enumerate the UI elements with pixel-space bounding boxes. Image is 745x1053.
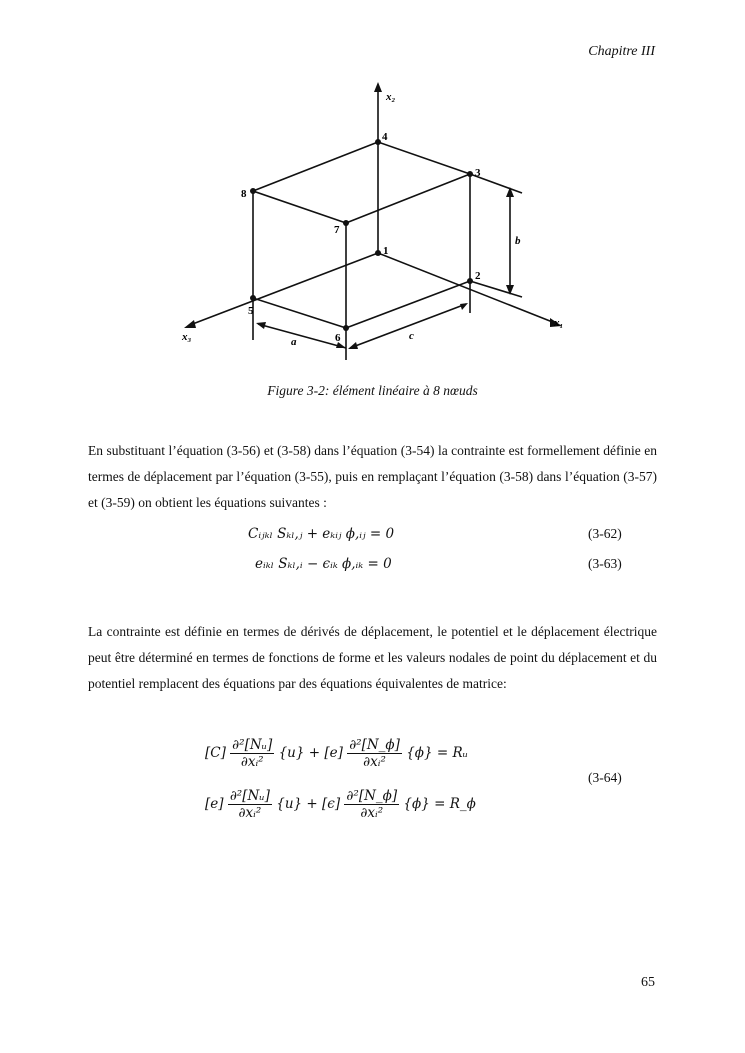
equation-3-62-number: (3-62) — [588, 526, 622, 541]
axis-x3-arrow — [184, 320, 196, 328]
row2-num1: ∂²[Nᵤ] — [229, 788, 270, 804]
a-dimension-line — [258, 324, 346, 348]
c-arrow-right — [460, 303, 468, 310]
equation-3-62: Cᵢⱼₖₗ Sₖₗ,ⱼ + eₖᵢⱼ ϕ,ᵢⱼ = 0 — [248, 526, 395, 542]
node-1-dot — [375, 250, 381, 256]
axis-x2-label: x₂ — [386, 91, 396, 103]
edge-7-3 — [346, 174, 470, 223]
row2-coef1: [e] — [205, 796, 224, 812]
row1-num2: ∂²[N_ϕ] — [349, 737, 400, 753]
row2-den2: ∂xᵢ² — [360, 805, 384, 821]
a-arrow-left — [256, 322, 266, 329]
paragraph-1: En substituant l’équation (3-56) et (3-58) dans l’équation (3-54) la contrainte est formellement définie en termes de déplacement par l’équation (3-55), puis en remplaçant l’équation (3-58) dans l’équation (3-57) et (3-59) on obtient les équations suivantes : — [88, 443, 657, 510]
row2-fraction-1 — [228, 788, 272, 821]
edge-4-8 — [253, 142, 378, 191]
node-8-label: 8 — [241, 188, 247, 200]
axis-x2-arrow — [374, 82, 382, 92]
row1-den2: ∂xᵢ² — [363, 754, 386, 770]
row1-fraction-2 — [347, 737, 402, 770]
c-dimension-line — [350, 304, 466, 348]
node-6-dot — [343, 325, 349, 331]
row1-num1: ∂²[Nᵤ] — [232, 737, 273, 753]
row1-tail: {ϕ} = Rᵤ — [406, 745, 469, 761]
figure-caption: Figure 3-2: élément linéaire à 8 nœuds — [267, 383, 478, 398]
edge-6-2 — [346, 281, 470, 328]
node-3-dot — [467, 171, 473, 177]
equation-3-64-number: (3-64) — [588, 770, 622, 785]
dim-b-label: b — [515, 235, 521, 247]
row1-vec1: {u} + [e] — [278, 745, 343, 761]
hexahedral-element-figure — [170, 78, 580, 378]
axis-x1-label: x₁ — [554, 317, 564, 329]
node-2-dot — [467, 278, 473, 284]
chapter-header: Chapitre III — [588, 44, 655, 59]
dim-a-label: a — [291, 336, 297, 348]
row1-coef1: [C] — [205, 745, 226, 761]
axis-x3-line — [190, 253, 378, 325]
b-extension-bottom — [470, 281, 522, 297]
edge-4-3 — [378, 142, 470, 174]
node-6-label: 6 — [335, 332, 341, 344]
paragraph-2: La contrainte est définie en termes de dérivés de déplacement, le potentiel et le déplacement électrique peut être déterminé en termes de fonctions de forme et les valeurs nodales de point du déplacement et du potentiel remplacent des équations par des équations équivalentes de matrice: — [88, 624, 657, 691]
equation-3-64-row-2 — [205, 788, 476, 821]
page-number: 65 — [641, 975, 655, 990]
row1-den1: ∂xᵢ² — [240, 754, 264, 770]
equation-3-64-row-1 — [205, 737, 468, 770]
node-4-dot — [375, 139, 381, 145]
row2-den1: ∂xᵢ² — [238, 805, 262, 821]
node-7-label: 7 — [334, 224, 340, 236]
node-5-dot — [250, 295, 256, 301]
b-arrow-top — [506, 187, 514, 197]
row2-num2: ∂²[N_ϕ] — [346, 788, 398, 804]
equation-3-63-number: (3-63) — [588, 556, 622, 571]
node-8-dot — [250, 188, 256, 194]
node-3-label: 3 — [475, 167, 481, 179]
row2-vec1: {u} + [ϵ] — [276, 796, 341, 812]
axis-x1-line — [378, 253, 555, 323]
c-arrow-left — [348, 342, 358, 349]
row2-tail: {ϕ} = R_ϕ — [403, 796, 476, 812]
equation-3-63: eᵢₖₗ Sₖₗ,ᵢ − ϵᵢₖ ϕ,ᵢₖ = 0 — [255, 556, 392, 572]
edge-5-6 — [253, 298, 346, 328]
node-1-label: 1 — [383, 245, 389, 257]
node-4-label: 4 — [382, 131, 388, 143]
node-2-label: 2 — [475, 270, 481, 282]
edge-8-7 — [253, 191, 346, 223]
row2-fraction-2 — [344, 788, 399, 821]
node-5-label: 5 — [248, 305, 254, 317]
row1-fraction-1 — [230, 737, 274, 770]
axis-x3-label: x₃ — [182, 331, 192, 343]
node-7-dot — [343, 220, 349, 226]
dim-c-label: c — [409, 330, 414, 342]
